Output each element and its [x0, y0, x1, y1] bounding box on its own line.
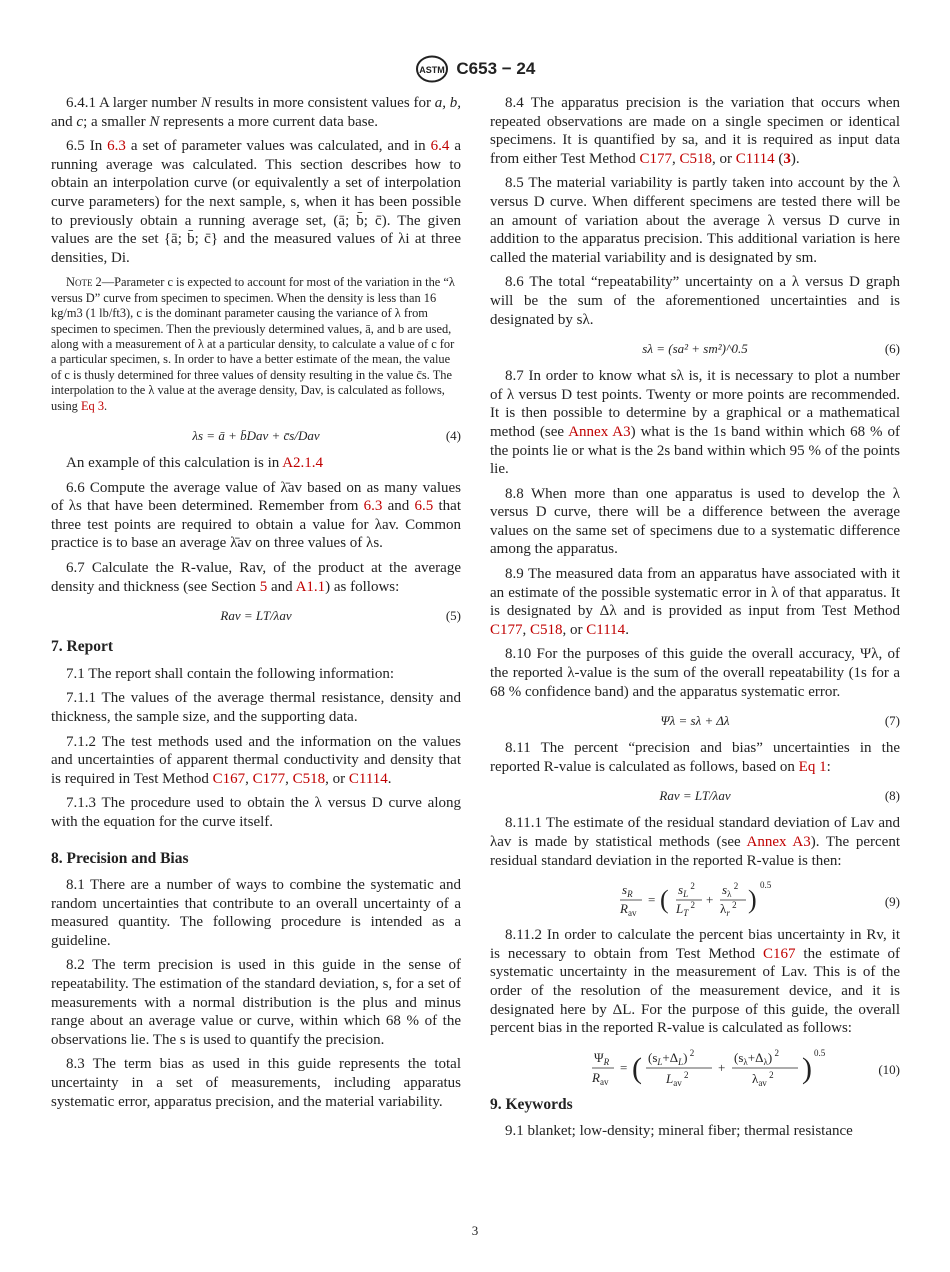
svg-text:(sL+ΔL) 2: $(s_L+\Delta_L)$ $^2$	[648, 1047, 695, 1067]
svg-text:ASTM: ASTM	[418, 65, 445, 75]
para-8-1: 8.1 There are a number of ways to combine the systematic and random uncertainties that contribute to an overall uncertainty of a measured quantity. The following procedure is intended as a guideline.	[51, 877, 461, 949]
link-6-5[interactable]: 6.5	[414, 498, 434, 515]
para-9-1: 9.1 blanket; low-density; mineral fiber; thermal resistance	[505, 1123, 853, 1140]
equation-9-number: (9)	[884, 894, 900, 910]
equation-9-exponent: 0.5	[760, 880, 772, 891]
link-eq-1[interactable]: Eq 1	[798, 758, 827, 775]
page-header	[0, 55, 950, 83]
equation-9-formula	[490, 876, 900, 920]
right-column	[490, 94, 900, 1147]
left-column	[51, 94, 461, 1117]
para-8-4: 8.4 The apparatus precision is the variation that occurs when repeated observations are made on a single specimen or identical specimens. It is quantified by sa, and it is required as input data from either Test Method C177, C518, or C1114 (3).	[490, 95, 900, 167]
para-8-2: 8.2 The term precision is used in this guide in the sense of repeatability. The estimation of the standard deviation, s, for a set of measurements with a normal distribution is the plus and minus range about an average value or curve, within which 68 % of the observations lie. The s is used to quantify the precision.	[51, 957, 461, 1048]
para-8-11-1: 8.11.1 The estimate of the residual standard deviation of Lav and λav is made by statistical methods (see Annex A3). The percent residual standard deviation in the reported R-value is then:	[490, 815, 900, 869]
para-8-11: 8.11 The percent “precision and bias” uncertainties in the reported R-value is calculated as follows, based on Eq 1:	[490, 740, 900, 775]
link-c1114-r[interactable]: C1114	[735, 150, 775, 167]
link-a1-1[interactable]: A1.1	[295, 578, 326, 595]
heading-report: 7. Report	[51, 638, 113, 656]
heading-precision-bias: 8. Precision and Bias	[51, 849, 189, 867]
para-7-1: 7.1 The report shall contain the following information:	[66, 665, 394, 682]
para-8-9: 8.9 The measured data from an apparatus have associated with it an estimate of the possible systematic error in λ of that apparatus. It is designated by Δλ and is provided as input from Test Method C177, C518, or C1114.	[490, 566, 900, 638]
para-6-6: 6.6 Compute the average value of λ̄av based on as many values of λs that have been determined. Remember from 6.3 and 6.5 that three test points are required to obtain a value for λav. Common practice is to base an average λ̄av on three values of λs.	[51, 479, 461, 552]
equation-7: Ψλ = sλ + Δλ (7)	[660, 713, 900, 729]
para-8-5: 8.5 The material variability is partly taken into account by the λ versus D curve. When different specimens are tested there will be an amount of variation about the average λ versus D curve in addition to the apparatus precision. This additional variation is here called the material variability and is designated by sm.	[490, 175, 900, 266]
link-c518-r[interactable]: C518	[679, 150, 713, 167]
para-example: An example of this calculation is in A2.1.4	[66, 455, 324, 471]
link-a2-1-4[interactable]: A2.1.4	[282, 455, 324, 471]
para-7-1-1: 7.1.1 The values of the average thermal resistance, density and thickness, the sample size, and the supporting data.	[51, 690, 461, 725]
para-6-4-1: 6.4.1 A larger number N results in more consistent values for a, b, and c; a smaller N represents a more current data base.	[51, 95, 461, 130]
para-8-11-2: 8.11.2 In order to calculate the percent bias uncertainty in Rv, it is necessary to obtain from Test Method C167 the estimate of systematic uncertainty in the measurement of Lav. This is of the order of the resolution of the measurement device, and it is designated here by ΔL. For the purpose of this guide, the overall percent bias in the reported R-value is calculated as follows:	[490, 927, 900, 1037]
para-6-7: 6.7 Calculate the R-value, Rav, of the product at the average density and thickness (see Section 5 and A1.1) as follows:	[51, 559, 461, 595]
note-2: Note 2—Parameter c is expected to account for most of the variation in the “λ versus D” curve from specimen to specimen. When the density is less than 16 kg/m3 (1 lb/ft3), c is the dominant parameter causing the variance of λ from specimen to specimen. Then the previously determined values, ā, and b are used, along with a measurement of λ at a particular density, to calculate a value of c for a particular specimen, s. In order to have a better estimate of the mean, the value of c is thusly determined for three values of density resulting in the value c̄s. The interpolation to the λ value at the average density, Dav, is calculated as follows, using Eq 3.	[51, 275, 455, 413]
link-c177-r2[interactable]: C177	[490, 621, 523, 638]
para-8-6: 8.6 The total “repeatability” uncertainty on a λ versus D graph will be the sum of the aforementioned uncertainties and is designated by sλ.	[490, 274, 900, 328]
svg-text:sL 2: $s_L$ $^2$	[678, 881, 695, 900]
page-number: 3	[471, 1223, 479, 1238]
link-6-3[interactable]: 6.3	[107, 138, 126, 155]
link-c177-r[interactable]: C177	[639, 150, 672, 167]
standard-code: C653 − 24	[456, 58, 536, 78]
svg-text:Rav: $R_{av}$	[620, 901, 637, 919]
link-annex-a3[interactable]: Annex A3	[568, 423, 631, 440]
para-7-1-2: 7.1.2 The test methods used and the information on the values and uncertainties of apparent thermal conductivity and density that is required in Test Method C167, C177, C518, or C1114.	[51, 733, 461, 787]
link-section-5[interactable]: 5	[259, 578, 268, 595]
svg-text:=: =	[620, 1059, 628, 1075]
svg-text:(: (	[632, 1051, 642, 1085]
astm-logo	[415, 55, 449, 83]
equation-10	[490, 1044, 900, 1090]
para-8-10: 8.10 For the purposes of this guide the overall accuracy, Ψλ, of the reported λ-value is the sum of the overall repeatability (1s for a 68 % confidence band) and the apparatus systematic error.	[490, 646, 900, 700]
equation-9	[490, 876, 900, 920]
link-c167[interactable]: C167	[212, 770, 246, 787]
link-eq-3[interactable]: Eq 3	[80, 398, 105, 413]
para-8-3: 8.3 The term bias as used in this guide represents the total uncertainty in a set of measurements, including apparatus systematic error, apparatus precision, and the material variability.	[51, 1056, 461, 1110]
svg-text:(sλ+Δλ) 2: $(s_\lambda+\Delta_\lambda)$ $^2$	[734, 1047, 779, 1067]
equation-5: Rav = LT/λav (5)	[220, 608, 461, 624]
para-8-8: 8.8 When more than one apparatus is used to develop the λ versus D curve, there will be a difference between the average values on the same set of specimens due to a systematic difference among the apparatus.	[490, 485, 900, 558]
para-8-7: 8.7 In order to know what sλ is, it is necessary to plot a number of λ versus D test points. Twenty or more points are recommended. It is then possible to determine by a graphical or a mathematical method (see Annex A3) what is the 1s band within which 68 % of the points lie or what is the 2s band within which 95 % of the points lie.	[490, 368, 900, 478]
equation-10-formula	[490, 1044, 900, 1090]
para-7-1-3: 7.1.3 The procedure used to obtain the λ versus D curve along with the equation for the curve itself.	[51, 795, 461, 830]
ref-3[interactable]: 3	[783, 150, 791, 167]
link-c518[interactable]: C518	[292, 770, 326, 787]
para-6-5: 6.5 In 6.3 a set of parameter values was calculated, and in 6.4 a running average was calculated. This section describes how to obtain an interpolation curve (or equivalently a set of interpolation curve parameters) for the next sample, s, when it has been possible to previously obtain a running average set, (ā; b̄; c̄). The given values are the set {ā; b̄; c̄} and the measured values of λi at three densities, Di.	[51, 138, 461, 266]
svg-text:ΨR: $\Psi_R$	[594, 1049, 610, 1067]
svg-text:λav 2: $\lambda_{av}$ $^2$	[752, 1069, 774, 1088]
svg-text:): )	[748, 885, 757, 915]
link-6-3b[interactable]: 6.3	[363, 498, 383, 515]
svg-text:+: +	[718, 1059, 726, 1075]
svg-text:LT 2: $L_T$ $^2$	[676, 900, 695, 919]
link-c1114[interactable]: C1114	[348, 770, 388, 787]
link-annex-a3b[interactable]: Annex A3	[746, 834, 811, 850]
link-c518-r2[interactable]: C518	[530, 621, 563, 638]
equation-10-exponent: 0.5	[814, 1047, 826, 1058]
svg-text:(: (	[660, 885, 669, 915]
svg-text:sλ 2: $s_\lambda$ $^2$	[722, 881, 739, 900]
link-c1114-r2[interactable]: C1114	[586, 621, 626, 638]
equation-6: sλ = (sa² + sm²)^0.5 (6)	[642, 341, 900, 357]
svg-text:sR: $s_R$	[622, 882, 633, 900]
svg-text:Rav: $R_{av}$	[592, 1069, 609, 1087]
link-c167-r[interactable]: C167	[763, 945, 796, 962]
link-c177[interactable]: C177	[252, 770, 286, 787]
svg-text:Lav 2: $L_{av}$ $^2$	[666, 1069, 689, 1088]
heading-keywords: 9. Keywords	[490, 1095, 573, 1113]
link-6-4[interactable]: 6.4	[430, 138, 450, 155]
equation-10-number: (10)	[878, 1061, 900, 1077]
svg-text:+: +	[706, 892, 714, 908]
svg-text:λr 2: $\lambda_r$ $^2$	[720, 900, 737, 919]
svg-text:): )	[802, 1051, 812, 1085]
svg-text:=: =	[648, 892, 656, 908]
equation-4: λs = ā + b̄Dav + c̄s/Dav (4)	[192, 428, 461, 443]
equation-8: Rav = LT/λav (8)	[659, 788, 900, 804]
